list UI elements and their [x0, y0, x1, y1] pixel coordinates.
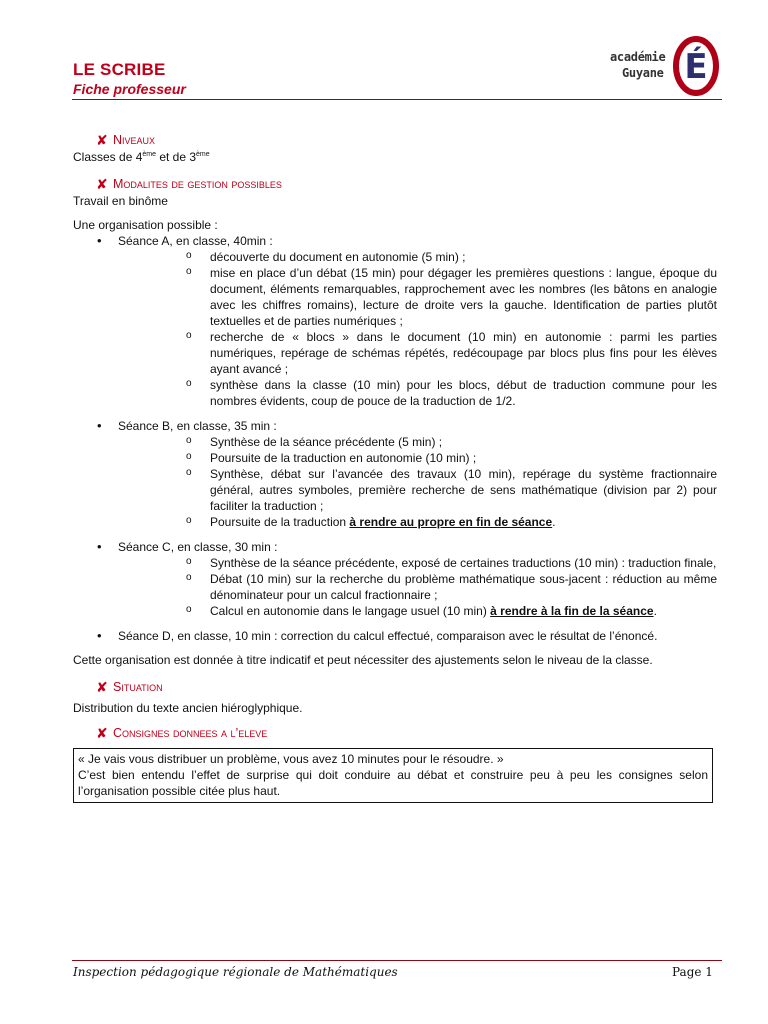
- list-item: o synthèse dans la classe (10 min) pour les blocs, début de traduction commune pour les nombres évidents, coup de pouce de la traduction de 1/2.: [118, 377, 717, 409]
- section-heading-consignes: ✘ Consignes donnees a l’eleve: [73, 724, 717, 742]
- seance-a: • Séance A, en classe, 40min : o découverte du document en autonomie (5 min) ; o mise en place d’un débat (15 min) pour dégager les premières questions : langue, époque du document, éléments remarquables, rapprochement avec les nombres (les bâtons en analogie avec les chiffres romains), lecture de droite vers la gauche. Identification de parties plutôt textuelles et de parties numériques ; o recherche de « blocs » dans le document (10 min) en autonomie : parmi les parties numériques, repérage de schémas répétés, redécoupage par blocs plus fins pour les élèves ayant avancé ; o synthèse dans la classe (10 min) pour les blocs, début de traduction commune pour les nombres évidents, coup de pouce de la traduction de 1/2.: [73, 233, 717, 409]
- list-item: o Débat (10 min) sur la recherche du problème mathématique sous-jacent : réduction au même dénominateur pour un calcul fractionnaire ;: [118, 571, 717, 603]
- list-item: o Synthèse de la séance précédente (5 min) ;: [118, 434, 717, 450]
- document-body: [73, 131, 717, 803]
- seance-list: [73, 233, 717, 644]
- svg-text:É: É: [684, 47, 708, 87]
- modalites-line: Travail en binôme: [73, 194, 168, 208]
- consignes-quote: « Je vais vous distribuer un problème, vous avez 10 minutes pour le résoudre. »: [78, 752, 504, 766]
- document-title: LE SCRIBE: [73, 60, 166, 79]
- x-mark-icon: ✘: [96, 176, 108, 192]
- list-item: o Synthèse de la séance précédente, exposé de certaines traductions (10 min) : traduction finale,: [118, 555, 717, 571]
- section-heading-situation: ✘ Situation: [73, 678, 717, 696]
- academie-guyane-logo: [604, 26, 722, 100]
- list-item: o Poursuite de la traduction en autonomie (10 min) ;: [118, 450, 717, 466]
- footer-divider: [72, 960, 722, 961]
- x-mark-icon: ✘: [96, 679, 108, 695]
- x-mark-icon: ✘: [96, 132, 108, 148]
- seance-b: • Séance B, en classe, 35 min : o Synthèse de la séance précédente (5 min) ; o Poursuite de la traduction en autonomie (10 min) ; o Synthèse, débat sur l’avancée des travaux (10 min), repérage du système fractionnaire général, autres symboles, première recherche de sens mathématique (division par 2) pour faciliter la traduction ; o Poursuite de la traduction à rendre au propre en fin de séance.: [73, 418, 717, 530]
- logo-text-guyane: Guyane: [622, 66, 664, 80]
- x-mark-icon: ✘: [96, 725, 108, 741]
- organisation-note: Cette organisation est donnée à titre indicatif et peut nécessiter des ajustements selon le niveau de la classe.: [73, 653, 653, 667]
- modalites-line: Une organisation possible :: [73, 218, 218, 232]
- consignes-box: [73, 748, 713, 803]
- seance-c: • Séance C, en classe, 30 min : o Synthèse de la séance précédente, exposé de certaines traductions (10 min) : traduction finale, o Débat (10 min) sur la recherche du problème mathématique sous-jacent : réduction au même dénominateur pour un calcul fractionnaire ; o Calcul en autonomie dans le langage usuel (10 min) à rendre à la fin de la séance.: [73, 539, 717, 619]
- list-item: o mise en place d’un débat (15 min) pour dégager les premières questions : langue, époque du document, éléments remarquables, rapprochement avec les nombres (les bâtons en analogie avec les chiffres romains), lecture de droite vers la gauche. Identification de parties plutôt textuelles et de parties numériques ;: [118, 265, 717, 329]
- list-item: o Calcul en autonomie dans le langage usuel (10 min) à rendre à la fin de la séance.: [118, 603, 717, 619]
- situation-text: Distribution du texte ancien hiéroglyphique.: [73, 701, 303, 715]
- logo-text-academie: académie: [610, 50, 666, 64]
- niveaux-text: Classes de 4ème et de 3ème: [73, 150, 210, 164]
- list-item: o recherche de « blocs » dans le document (10 min) en autonomie : parmi les parties numériques, repérage de schémas répétés, redécoupage par blocs plus fins pour les élèves ayant avancé ;: [118, 329, 717, 377]
- list-item: o Poursuite de la traduction à rendre au propre en fin de séance.: [118, 514, 717, 530]
- list-item: o Synthèse, débat sur l’avancée des travaux (10 min), repérage du système fractionnaire général, autres symboles, première recherche de sens mathématique (division par 2) pour faciliter la traduction ;: [118, 466, 717, 514]
- page-number: Page 1: [672, 965, 713, 979]
- section-heading-niveaux: ✘ Niveaux: [73, 131, 717, 149]
- footer-institution: Inspection pédagogique régionale de Mathématiques: [73, 965, 398, 979]
- seance-d: • Séance D, en classe, 10 min : correction du calcul effectué, comparaison avec le résultat de l’énoncé.: [73, 628, 717, 644]
- list-item: o découverte du document en autonomie (5 min) ;: [118, 249, 717, 265]
- section-heading-modalites: ✘ Modalites de gestion possibles: [73, 175, 717, 193]
- consignes-text: C’est bien entendu l’effet de surprise qui doit conduire au débat et construire peu à peu les consignes selon l’organisation possible citée plus haut.: [78, 768, 708, 798]
- document-subtitle: Fiche professeur: [73, 81, 186, 97]
